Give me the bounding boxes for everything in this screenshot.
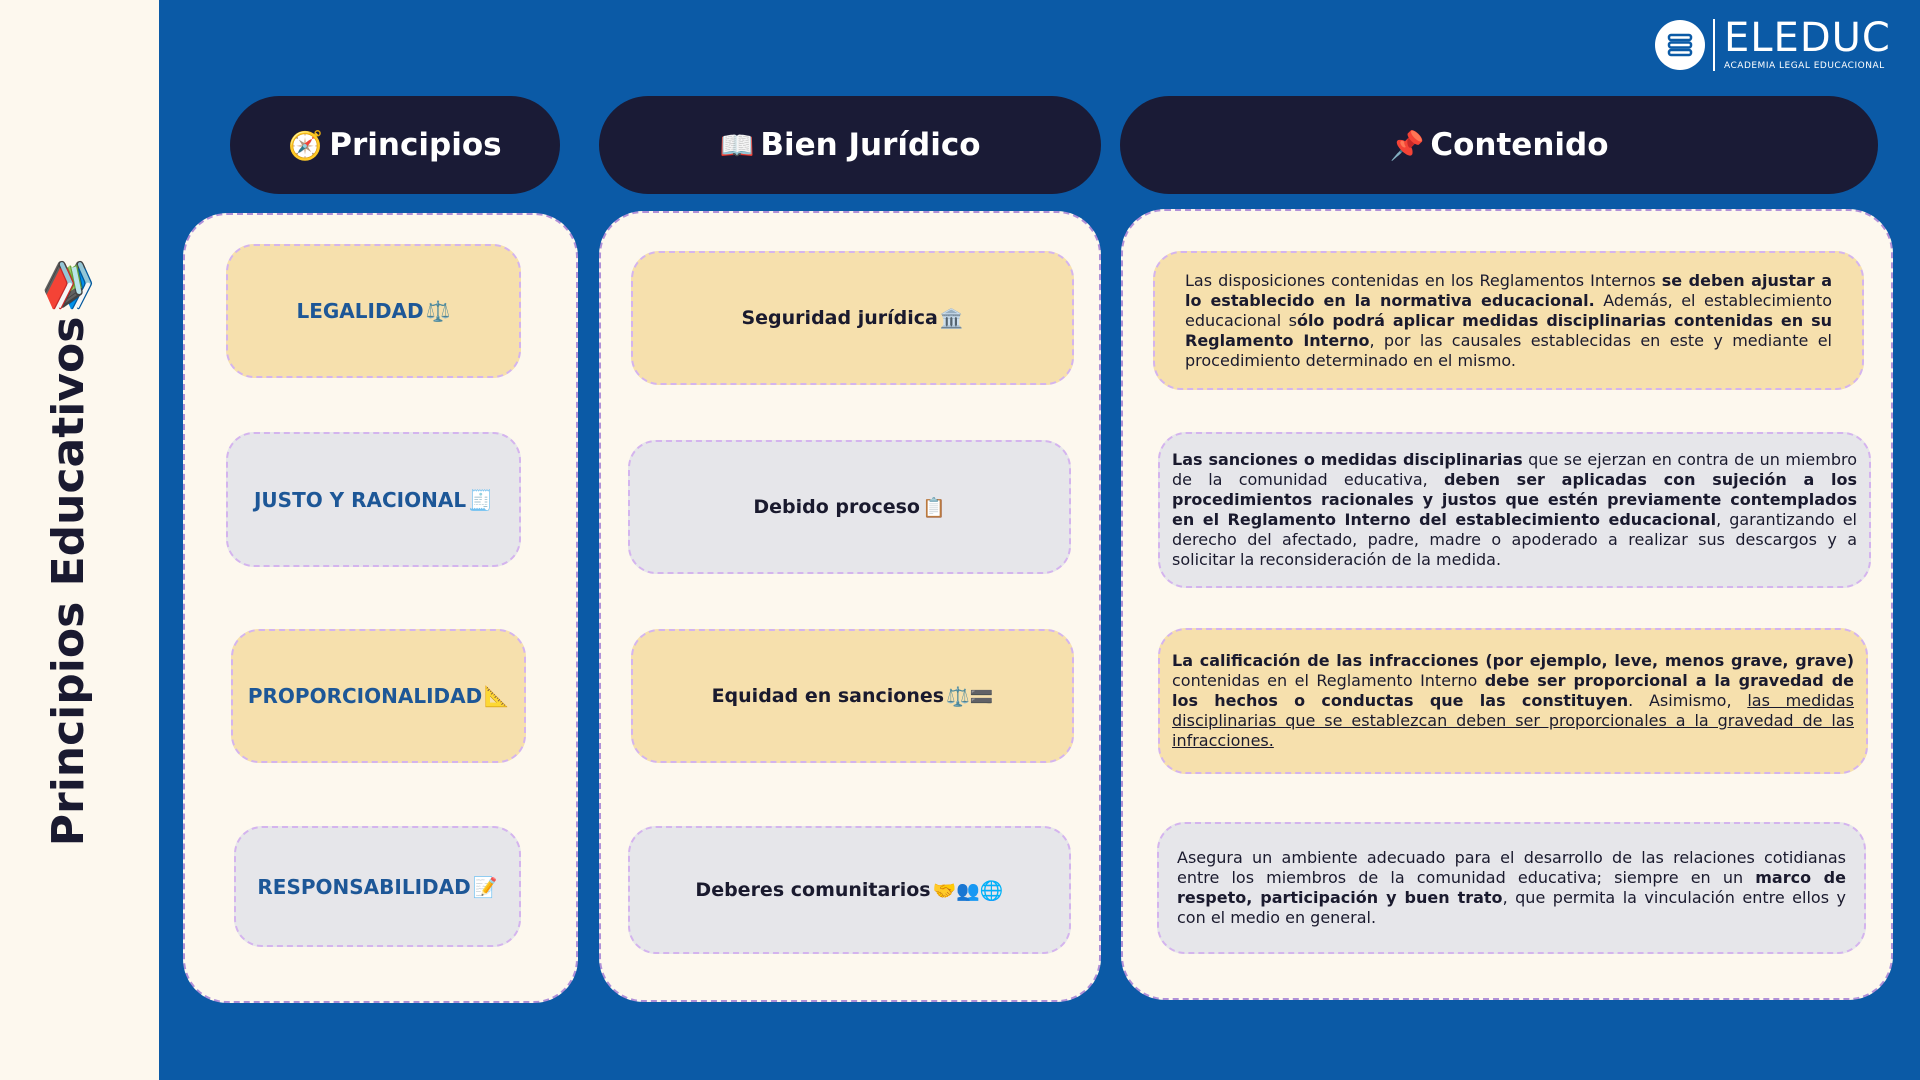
principle-card-justo-racional: [226, 432, 521, 567]
header-contenido: [1120, 96, 1878, 194]
principle-label: PROPORCIONALIDAD: [247, 684, 483, 708]
classical-building-icon: 🏛️: [939, 307, 964, 330]
open-book-icon: 📖: [719, 128, 755, 162]
principle-label: RESPONSABILIDAD: [257, 874, 471, 899]
vertical-title-text: Principios Educativos: [42, 316, 94, 847]
receipt-icon: 🧾: [468, 487, 493, 512]
books-icon: 📚: [43, 257, 94, 313]
bien-label: Debido proceso: [753, 496, 920, 518]
content-card-legalidad: [1153, 251, 1864, 390]
books-stack-icon: [1655, 20, 1705, 70]
content-card-proporcionalidad: [1158, 628, 1868, 774]
logo-tagline: ACADEMIA LEGAL EDUCACIONAL: [1724, 61, 1885, 71]
content-card-responsabilidad: [1157, 822, 1866, 954]
principle-label: LEGALIDAD: [296, 299, 424, 323]
sidebar: [0, 0, 159, 1080]
triangular-ruler-icon: 📐: [484, 684, 510, 708]
bien-card-equidad-sanciones: [631, 629, 1074, 763]
header-principios-label: Principios: [329, 127, 502, 163]
header-contenido-label: Contenido: [1430, 127, 1609, 163]
logo-separator: [1713, 19, 1715, 71]
principle-card-responsabilidad: [234, 826, 521, 947]
logo: [1655, 15, 1891, 71]
memo-icon: 📝: [472, 874, 498, 899]
logo-wordmark: [1724, 15, 1891, 71]
bien-card-seguridad-juridica: [631, 251, 1074, 385]
header-bien-juridico: [599, 96, 1101, 194]
bien-label: Deberes comunitarios: [695, 879, 931, 901]
clipboard-icon: 📋: [921, 496, 946, 519]
bien-label: Equidad en sanciones: [711, 685, 945, 707]
scales-equals-icon: ⚖️🟰: [946, 685, 994, 708]
principle-label: JUSTO Y RACIONAL: [253, 487, 467, 512]
bien-card-deberes-comunitarios: [628, 826, 1071, 954]
header-principios: [230, 96, 560, 194]
content-text: Las sanciones o medidas disciplinarias que se ejerzan en contra de un miembro de la comunidad educativa, deben ser aplicadas con sujeción a los procedimientos racionales y justos que estén previamente contemplados en el Reglamento Interno del establecimiento educacional, garantizando el derecho del afectado, padre, madre o apoderado a realizar sus descargos y a solicitar la reconsideración de la medida.: [1172, 450, 1858, 569]
header-bien-juridico-label: Bien Jurídico: [760, 127, 981, 163]
scales-icon: ⚖️: [425, 299, 451, 323]
bien-card-debido-proceso: [628, 440, 1071, 574]
bien-label: Seguridad jurídica: [741, 307, 938, 329]
content-card-justo-racional: [1158, 432, 1871, 588]
content-text: Asegura un ambiente adecuado para el desarrollo de las relaciones cotidianas entre los miembros de la comunidad educativa; siempre en un marco de respeto, participación y buen trato, que permita la vinculación entre ellos y con el medio en general.: [1177, 848, 1847, 927]
logo-name: ELEDUC: [1724, 15, 1891, 61]
principle-card-legalidad: [226, 244, 521, 378]
content-text: Las disposiciones contenidas en los Reglamentos Internos se deben ajustar a lo establecido en la normativa educacional. Además, el establecimiento educacional sólo podrá aplicar medidas disciplinarias contenidas en su Reglamento Interno, por las causales establecidas en este y mediante el procedimiento determinado en el mismo.: [1185, 270, 1833, 370]
handshake-people-globe-icon: 🤝👥🌐: [932, 879, 1004, 902]
vertical-title: [42, 258, 94, 847]
content-text: La calificación de las infracciones (por ejemplo, leve, menos grave, grave) contenidas en el Reglamento Interno debe ser proporcional a la gravedad de los hechos o conductas que las constituyen. Asimismo, las medidas disciplinarias que se establezcan deben ser proporcionales a la gravedad de las infracciones.: [1172, 651, 1855, 750]
principle-card-proporcionalidad: [231, 629, 526, 763]
compass-icon: 🧭: [288, 128, 324, 162]
pushpin-icon: 📌: [1389, 128, 1425, 162]
